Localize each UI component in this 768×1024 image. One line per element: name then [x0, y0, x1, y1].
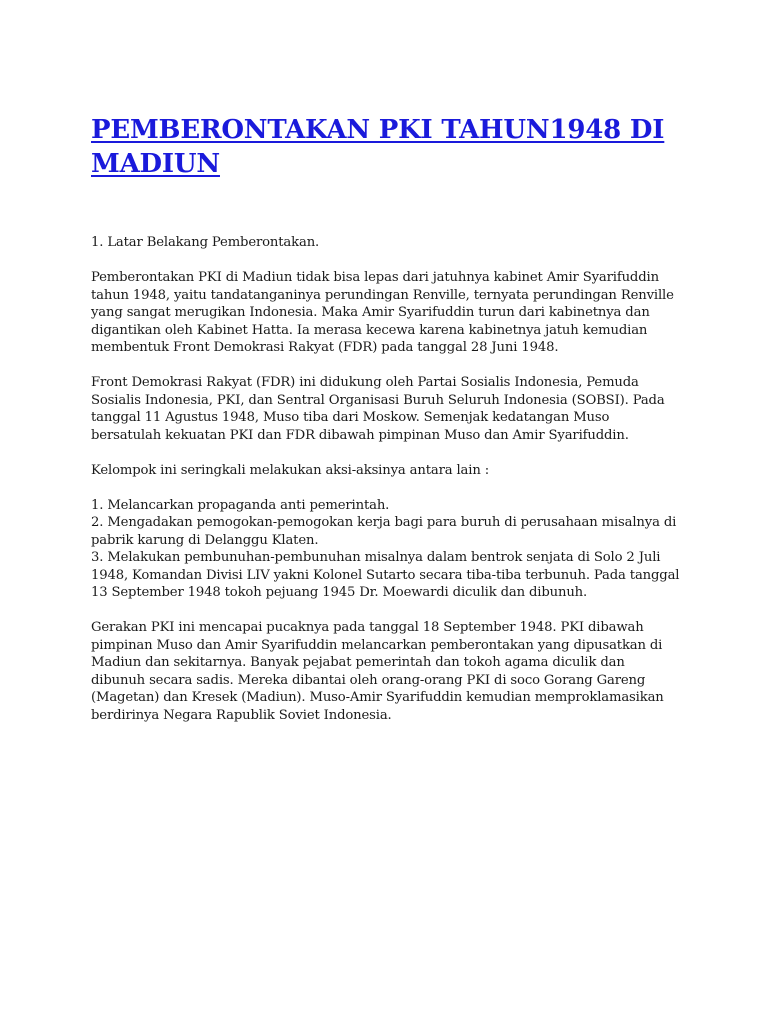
section-heading: 1. Latar Belakang Pemberontakan.: [91, 235, 320, 250]
paragraph-closing: Gerakan PKI ini mencapai pucaknya pada tanggal 18 September 1948. PKI dibawah pimpinan Muso dan Amir Syarifuddin melancarkan pemberontakan yang dipusatkan di Madiun dan sekitarnya. Banyak pejabat pemerintah dan tokoh agama diculik dan dibunuh secara sadis. Mereka dibantai oleh orang-orang PKI di soco Gorang Gareng (Magetan) dan Kresek (Madiun). Muso-Amir Syarifuddin kemudian memproklamasikan berdirinya Negara Rapublik Soviet Indonesia.: [91, 620, 664, 723]
list-item: 1. Melancarkan propaganda anti pemerintah.: [91, 497, 390, 513]
paragraph-actions-intro: Kelompok ini seringkali melakukan aksi-aksinya antara lain :: [91, 462, 490, 478]
list-item: 2. Mengadakan pemogokan-pemogokan kerja bagi para buruh di perusahaan misalnya di pabrik karung di Delanggu Klaten.: [91, 515, 677, 548]
document-title[interactable]: [91, 113, 681, 181]
list-item: 3. Melakukan pembunuhan-pembunuhan misalnya dalam bentrok senjata di Solo 2 Juli 1948, Komandan Divisi LIV yakni Kolonel Sutarto secara tiba-tiba terbunuh. Pada tanggal 13 September 1948 tokoh pejuang 1945 Dr. Moewardi diculik dan dibunuh.: [91, 550, 680, 600]
paragraph-fdr: Front Demokrasi Rakyat (FDR) ini didukung oleh Partai Sosialis Indonesia, Pemuda Sosialis Indonesia, PKI, dan Sentral Organisasi Buruh Seluruh Indonesia (SOBSI). Pada tanggal 11 Agustus 1948, Muso tiba dari Moskow. Semenjak kedatangan Muso bersatulah kekuatan PKI dan FDR dibawah pimpinan Muso dan Amir Syarifuddin.: [91, 375, 665, 443]
paragraph-background: Pemberontakan PKI di Madiun tidak bisa lepas dari jatuhnya kabinet Amir Syarifuddin tahun 1948, yaitu tandatanganinya perundingan Renville, ternyata perundingan Renville yang sangat merugikan Indonesia. Maka Amir Syarifuddin turun dari kabinetnya dan digantikan oleh Kabinet Hatta. Ia merasa kecewa karena kabinetnya jatuh kemudian membentuk Front Demokrasi Rakyat (FDR) pada tanggal 28 Juni 1948.: [91, 270, 674, 355]
document-page: [91, 113, 681, 742]
document-body: [91, 234, 681, 724]
actions-list: [91, 497, 681, 602]
title-link[interactable]: PEMBERONTAKAN PKI TAHUN1948 DI MADIUN: [91, 115, 665, 179]
